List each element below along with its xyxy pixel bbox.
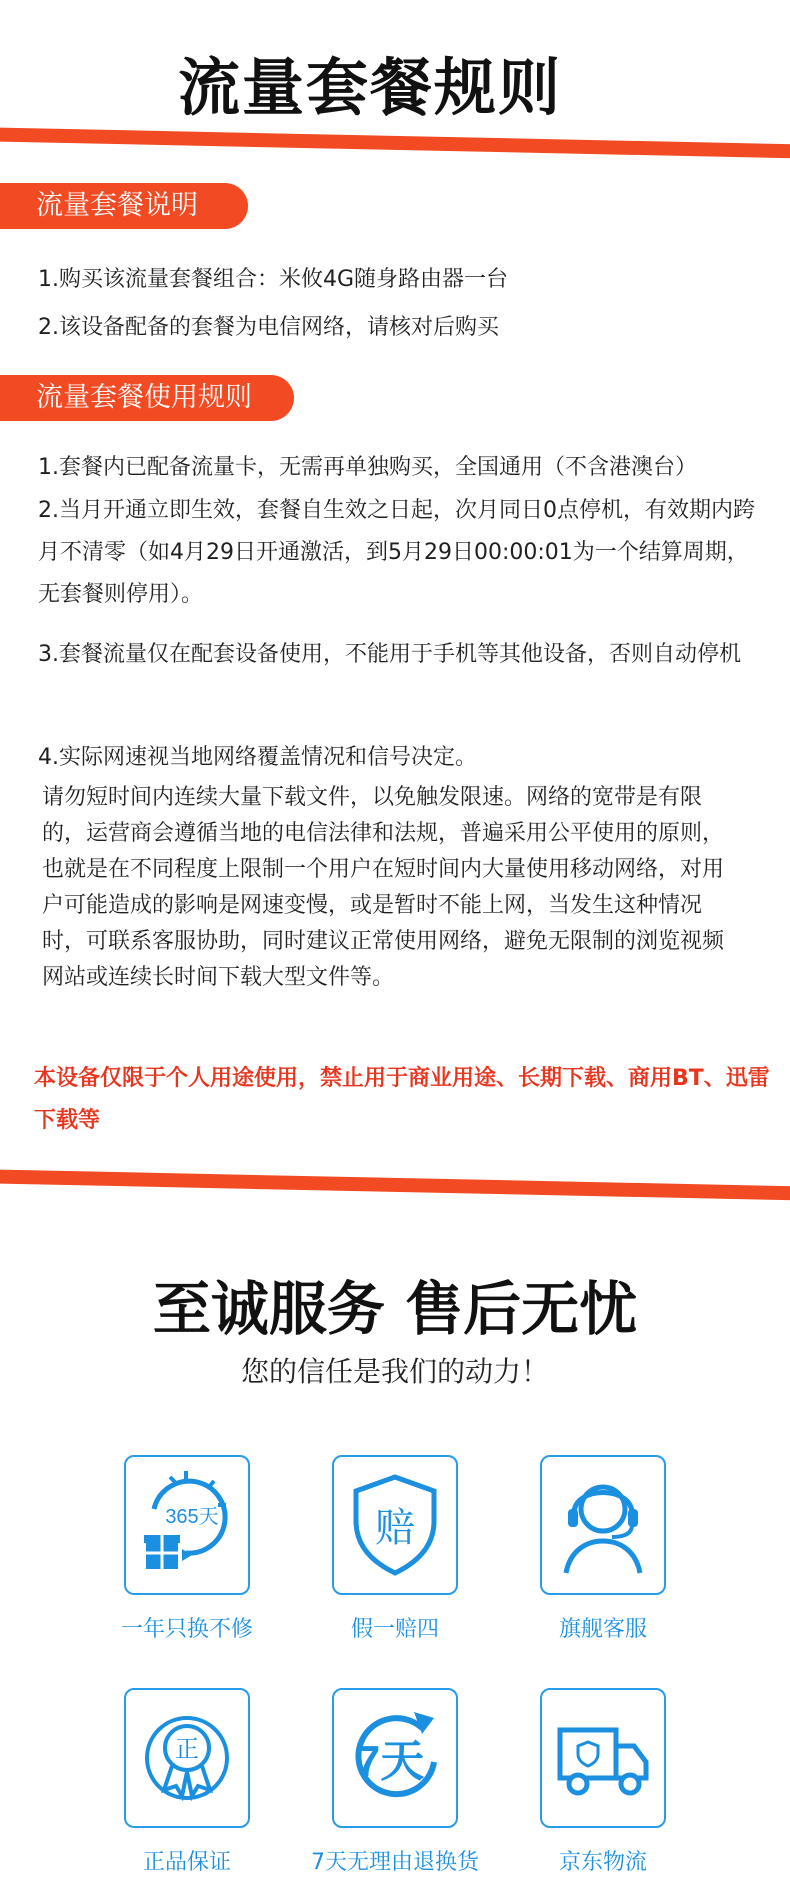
rule-2: 2.当月开通立即生效，套餐自生效之日起，次月同日0点停机，有效期内跨月不清零（如4月29日开通激活，到5月29日00:00:01为一个结算周期，无套餐则停用）。 — [38, 498, 755, 607]
service-card-support — [540, 1455, 666, 1595]
description-line-1: 1.购买该流量套餐组合：米攸4G随身路由器一台 — [38, 267, 509, 292]
icon-text-365: 365天 — [165, 1506, 219, 1528]
description-line-2: 2.该设备配备的套餐为电信网络，请核对后购买 — [38, 315, 499, 340]
service-card-replace — [124, 1455, 250, 1595]
service-label-compensation: 假一赔四 — [350, 1617, 439, 1642]
service-subtitle: 您的信任是我们的动力！ — [240, 1355, 549, 1388]
icon-text-compensate: 赔 — [375, 1505, 415, 1551]
warning-text: 本设备仅限于个人用途使用，禁止用于商业用途、长期下载、商用BT、迅雷下载等 — [34, 1066, 770, 1133]
rule-1: 1.套餐内已配备流量卡，无需再单独购买，全国通用（不含港澳台） — [38, 455, 697, 480]
service-label-return: 7天无理由退换货 — [311, 1850, 479, 1875]
usage-note: 请勿短时间内连续大量下载文件，以免触发限速。网络的宽带是有限的，运营商会遵循当地的电信法律和法规，普遍采用公平使用的原则，也就是在不同程度上限制一个用户在短时间内大量使用移动网络，对用户可能造成的影响是网速变慢，或是暂时不能上网，当发生这种情况时，可联系客服协助，同时建议正常使用网络，避免无限制的浏览视频网站或连续长时间下载大型文件等。 — [42, 785, 725, 990]
service-title: 至诚服务 售后无忧 — [152, 1275, 638, 1343]
page-title: 流量套餐规则 — [177, 51, 562, 124]
service-label-logistics: 京东物流 — [558, 1850, 647, 1875]
service-card-compensation — [332, 1455, 458, 1595]
service-label-genuine: 正品保证 — [142, 1850, 231, 1875]
divider-stripe-top — [0, 127, 790, 159]
section-heading-usage-rules: 流量套餐使用规则 — [0, 375, 294, 421]
service-card-return — [332, 1688, 458, 1828]
service-label-replace: 一年只换不修 — [120, 1617, 253, 1642]
headset-icon — [542, 1457, 664, 1593]
service-card-genuine — [124, 1688, 250, 1828]
rule-4: 4.实际网速视当地网络覆盖情况和信号决定。 — [38, 745, 477, 770]
gift-clock-icon — [126, 1457, 248, 1593]
rule-3: 3.套餐流量仅在配套设备使用，不能用于手机等其他设备，否则自动停机 — [38, 642, 741, 667]
truck-icon — [542, 1690, 664, 1826]
service-label-support: 旗舰客服 — [558, 1617, 647, 1642]
shield-icon — [334, 1457, 456, 1593]
icon-text-7days: 7天 — [355, 1737, 425, 1786]
medal-icon — [126, 1690, 248, 1826]
service-card-logistics — [540, 1688, 666, 1828]
section-heading-description: 流量套餐说明 — [0, 183, 248, 229]
icon-text-genuine: 正 — [175, 1735, 199, 1763]
return-7-icon — [334, 1690, 456, 1826]
divider-stripe-bottom — [0, 1169, 790, 1201]
